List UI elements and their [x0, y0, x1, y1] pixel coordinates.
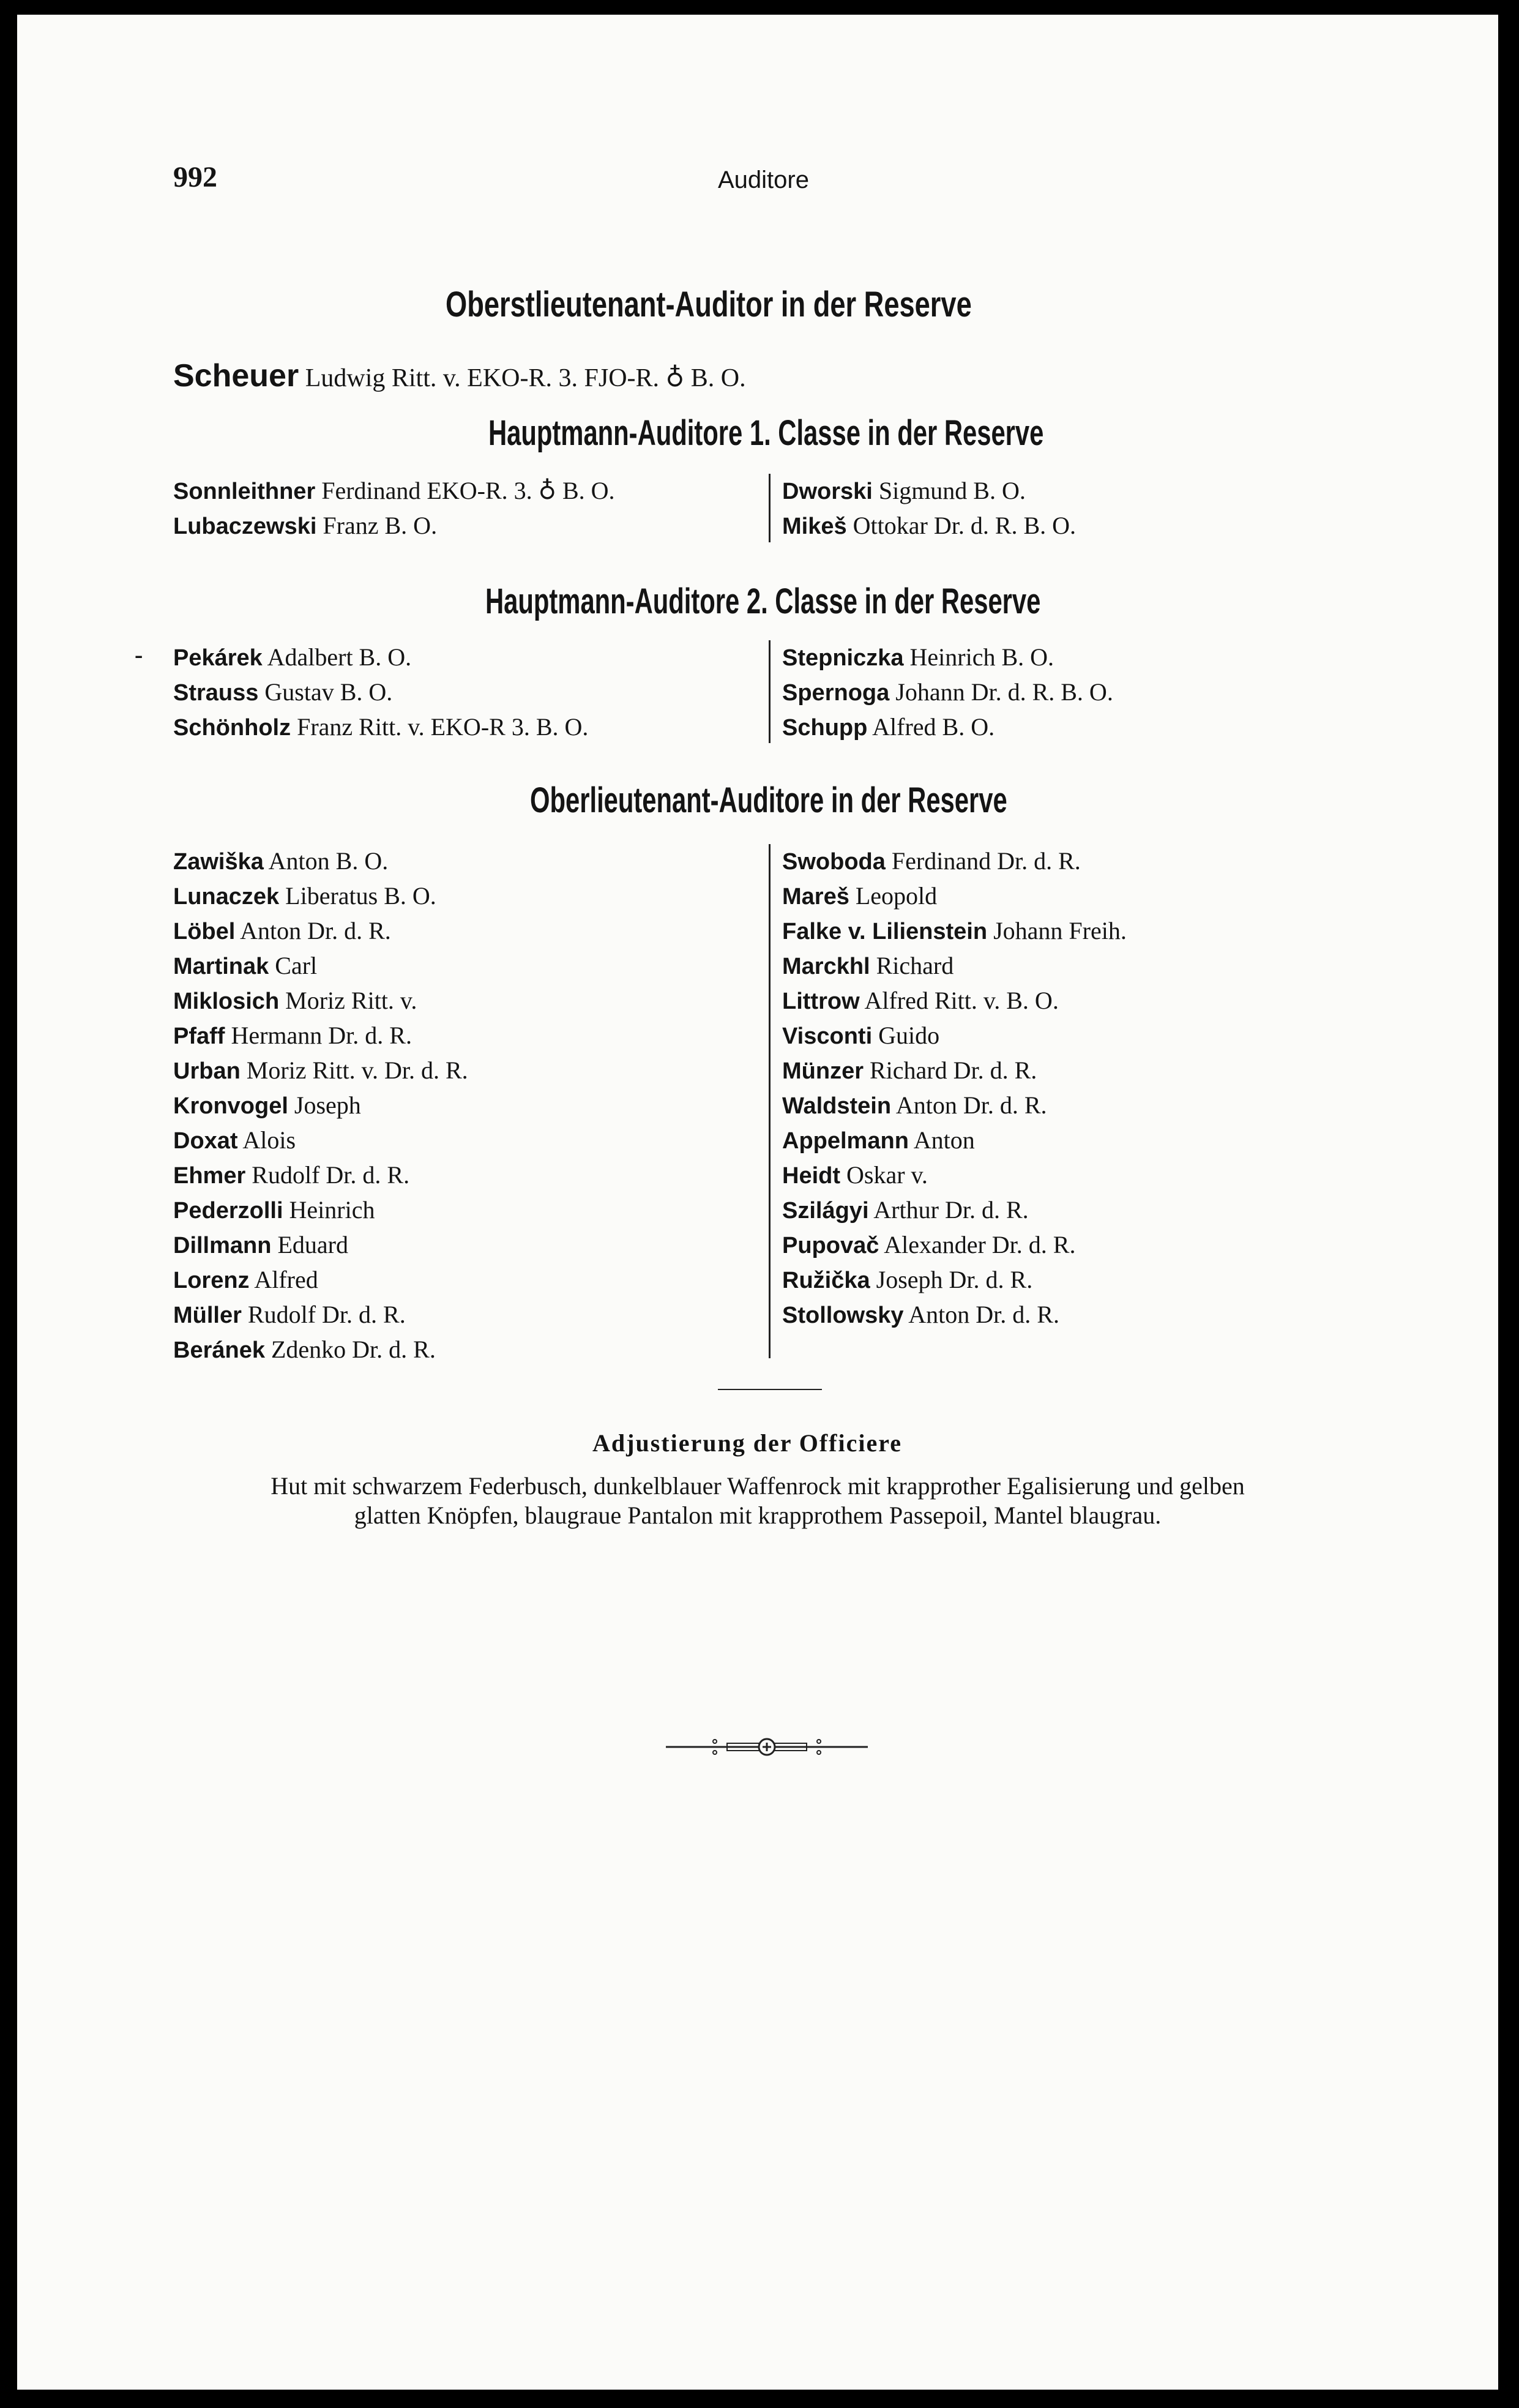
entry-name: Sonnleithner — [173, 479, 316, 504]
section-title-oberstlieutenant: Oberstlieutenant-Auditor in der Reserve — [446, 285, 972, 324]
entry-details: Richard Dr. d. R. — [870, 1056, 1037, 1084]
entry-scheuer — [173, 359, 746, 395]
running-title: Auditore — [718, 166, 809, 193]
list-item — [173, 474, 615, 509]
entry-name: Heidt — [782, 1163, 840, 1189]
list-item — [782, 1019, 1127, 1053]
entry-name: Visconti — [782, 1023, 873, 1049]
column-divider — [769, 474, 771, 542]
list-item — [173, 1263, 468, 1298]
list-item — [173, 1088, 468, 1123]
adjustierung-title: Adjustierung der Officiere — [592, 1429, 903, 1457]
list-item — [782, 844, 1127, 879]
list-item — [173, 1053, 468, 1088]
hauptmann-2-left-list — [173, 640, 588, 745]
column-divider — [769, 640, 771, 743]
list-item — [782, 1193, 1127, 1228]
list-item — [173, 1123, 468, 1158]
list-item — [782, 675, 1113, 710]
entry-details: Anton Dr. d. R. — [895, 1091, 1047, 1119]
entry-name: Beránek — [173, 1337, 265, 1363]
list-item — [782, 1228, 1127, 1263]
list-item — [173, 1228, 468, 1263]
adjustierung-line-2: glatten Knöpfen, blaugraue Pantalon mit krapprothem Passepoil, Mantel blaugrau. — [354, 1501, 1162, 1529]
list-item — [782, 474, 1076, 509]
entry-name: Pederzolli — [173, 1198, 283, 1224]
entry-name: Ružička — [782, 1268, 870, 1293]
entry-tail: B. O. — [690, 364, 746, 392]
entry-name: Pfaff — [173, 1023, 225, 1049]
entry-details: Richard — [876, 952, 954, 979]
entry-details: Joseph Dr. d. R. — [876, 1266, 1033, 1293]
entry-name: Schupp — [782, 715, 868, 741]
entry-name: Dworski — [782, 479, 873, 504]
entry-name: Urban — [173, 1058, 241, 1084]
entry-details: Anton B. O. — [268, 847, 389, 875]
entry-name: Pupovač — [782, 1233, 879, 1258]
list-item — [173, 710, 588, 745]
entry-details: Oskar v. — [846, 1161, 928, 1189]
entry-details: Guido — [878, 1022, 940, 1049]
entry-details: Ferdinand Dr. d. R. — [891, 847, 1081, 875]
entry-name: Miklosich — [173, 989, 280, 1014]
entry-details: Zdenko Dr. d. R. — [271, 1336, 436, 1363]
list-item — [173, 984, 468, 1019]
list-item — [782, 984, 1127, 1019]
list-item — [173, 879, 468, 914]
entry-name: Mikeš — [782, 514, 847, 539]
column-divider — [769, 844, 771, 1358]
list-item — [173, 1298, 468, 1333]
order-decoration-icon: ♁ — [665, 362, 685, 392]
entry-name: Ehmer — [173, 1163, 246, 1189]
list-item — [173, 1333, 468, 1367]
list-item — [173, 949, 468, 984]
entry-details: Alexander Dr. d. R. — [884, 1231, 1076, 1258]
entry-details: Gustav B. O. — [264, 678, 393, 706]
entry-name: Martinak — [173, 954, 269, 979]
list-item — [173, 640, 588, 675]
section-title-oberlieutenant: Oberlieutenant-Auditore in der Reserve — [530, 780, 1007, 820]
order-decoration-icon: ♁ — [538, 477, 556, 505]
entry-name: Münzer — [782, 1058, 864, 1084]
separator-rule — [718, 1389, 822, 1390]
entry-name: Mareš — [782, 884, 849, 910]
list-item — [173, 1158, 468, 1193]
entry-name: Spernoga — [782, 680, 890, 706]
entry-details: Anton — [913, 1126, 975, 1154]
list-item — [173, 509, 615, 544]
entry-name: Doxat — [173, 1128, 238, 1154]
entry-name: Appelmann — [782, 1128, 909, 1154]
entry-details: Moriz Ritt. v. Dr. d. R. — [246, 1056, 468, 1084]
entry-name: Dillmann — [173, 1233, 272, 1258]
entry-name: Pekárek — [173, 645, 263, 671]
entry-details: Adalbert B. O. — [267, 643, 412, 671]
entry-details: Liberatus B. O. — [285, 882, 436, 910]
hauptmann-1-right-list — [782, 474, 1076, 544]
list-item — [173, 1019, 468, 1053]
entry-details: Sigmund B. O. — [878, 477, 1026, 504]
entry-tail: B. O. — [562, 477, 615, 504]
entry-name: Stollowsky — [782, 1303, 904, 1328]
margin-dash: - — [135, 641, 143, 668]
entry-details: Rudolf Dr. d. R. — [252, 1161, 410, 1189]
entry-details: Heinrich — [289, 1196, 375, 1224]
entry-name: Lubaczewski — [173, 514, 317, 539]
list-item — [782, 1263, 1127, 1298]
oberlieutenant-right-list — [782, 844, 1127, 1333]
entry-details: Carl — [275, 952, 318, 979]
list-item — [782, 710, 1113, 745]
page — [17, 15, 1498, 2390]
list-item — [782, 949, 1127, 984]
entry-details: Ottokar Dr. d. R. B. O. — [853, 512, 1077, 539]
adjustierung-line-1: Hut mit schwarzem Federbusch, dunkelblauer Waffenrock mit krapprother Egalisierung und gelben — [271, 1472, 1245, 1500]
oberlieutenant-left-list — [173, 844, 468, 1367]
list-item — [782, 1298, 1127, 1333]
entry-details: Alfred B. O. — [872, 713, 995, 741]
entry-details: Rudolf Dr. d. R. — [247, 1301, 406, 1328]
entry-name: Zawiška — [173, 849, 264, 875]
entry-details: Anton Dr. d. R. — [908, 1301, 1059, 1328]
list-item — [782, 640, 1113, 675]
list-item — [782, 879, 1127, 914]
entry-name: Kronvogel — [173, 1093, 288, 1119]
entry-name: Littrow — [782, 989, 860, 1014]
entry-details: Alfred — [254, 1266, 318, 1293]
list-item — [173, 844, 468, 879]
entry-details: Ferdinand EKO-R. 3. — [321, 477, 532, 504]
entry-name: Müller — [173, 1303, 242, 1328]
entry-name: Strauss — [173, 680, 259, 706]
section-title-hauptmann-2: Hauptmann-Auditore 2. Classe in der Reserve — [485, 581, 1041, 621]
entry-name: Schönholz — [173, 715, 291, 741]
entry-details: Leopold — [855, 882, 938, 910]
entry-name: Stepniczka — [782, 645, 904, 671]
entry-details: Arthur Dr. d. R. — [873, 1196, 1029, 1224]
entry-details: Anton Dr. d. R. — [240, 917, 391, 944]
list-item — [173, 675, 588, 710]
entry-name: Marckhl — [782, 954, 870, 979]
list-item — [782, 1053, 1127, 1088]
entry-name: Löbel — [173, 919, 236, 944]
entry-details: Hermann Dr. d. R. — [231, 1022, 412, 1049]
entry-details: Moriz Ritt. v. — [285, 987, 417, 1014]
entry-name: Waldstein — [782, 1093, 892, 1119]
hauptmann-1-left-list — [173, 474, 615, 544]
entry-details: Johann Freih. — [993, 917, 1127, 944]
hauptmann-2-right-list — [782, 640, 1113, 745]
entry-details: Franz Ritt. v. EKO-R 3. B. O. — [297, 713, 589, 741]
section-title-hauptmann-1: Hauptmann-Auditore 1. Classe in der Reserve — [488, 413, 1044, 453]
entry-details: Eduard — [277, 1231, 348, 1258]
entry-details: Ludwig Ritt. v. EKO-R. 3. FJO-R. — [305, 364, 660, 392]
entry-details: Heinrich B. O. — [909, 643, 1054, 671]
list-item — [782, 1088, 1127, 1123]
entry-name: Scheuer — [173, 358, 299, 394]
entry-details: Alfred Ritt. v. B. O. — [864, 987, 1059, 1014]
list-item — [782, 1123, 1127, 1158]
list-item — [173, 1193, 468, 1228]
page-number: 992 — [173, 161, 217, 193]
list-item — [782, 1158, 1127, 1193]
entry-name: Swoboda — [782, 849, 886, 875]
entry-details: Johann Dr. d. R. B. O. — [895, 678, 1113, 706]
entry-name: Szilágyi — [782, 1198, 869, 1224]
entry-details: Franz B. O. — [323, 512, 438, 539]
list-item — [173, 914, 468, 949]
entry-name: Lorenz — [173, 1268, 250, 1293]
list-item — [782, 914, 1127, 949]
list-item — [782, 509, 1076, 544]
entry-name: Lunaczek — [173, 884, 280, 910]
entry-name: Falke v. Lilienstein — [782, 919, 988, 944]
ornament-divider-icon — [666, 1735, 868, 1759]
entry-details: Joseph — [294, 1091, 361, 1119]
entry-details: Alois — [242, 1126, 296, 1154]
